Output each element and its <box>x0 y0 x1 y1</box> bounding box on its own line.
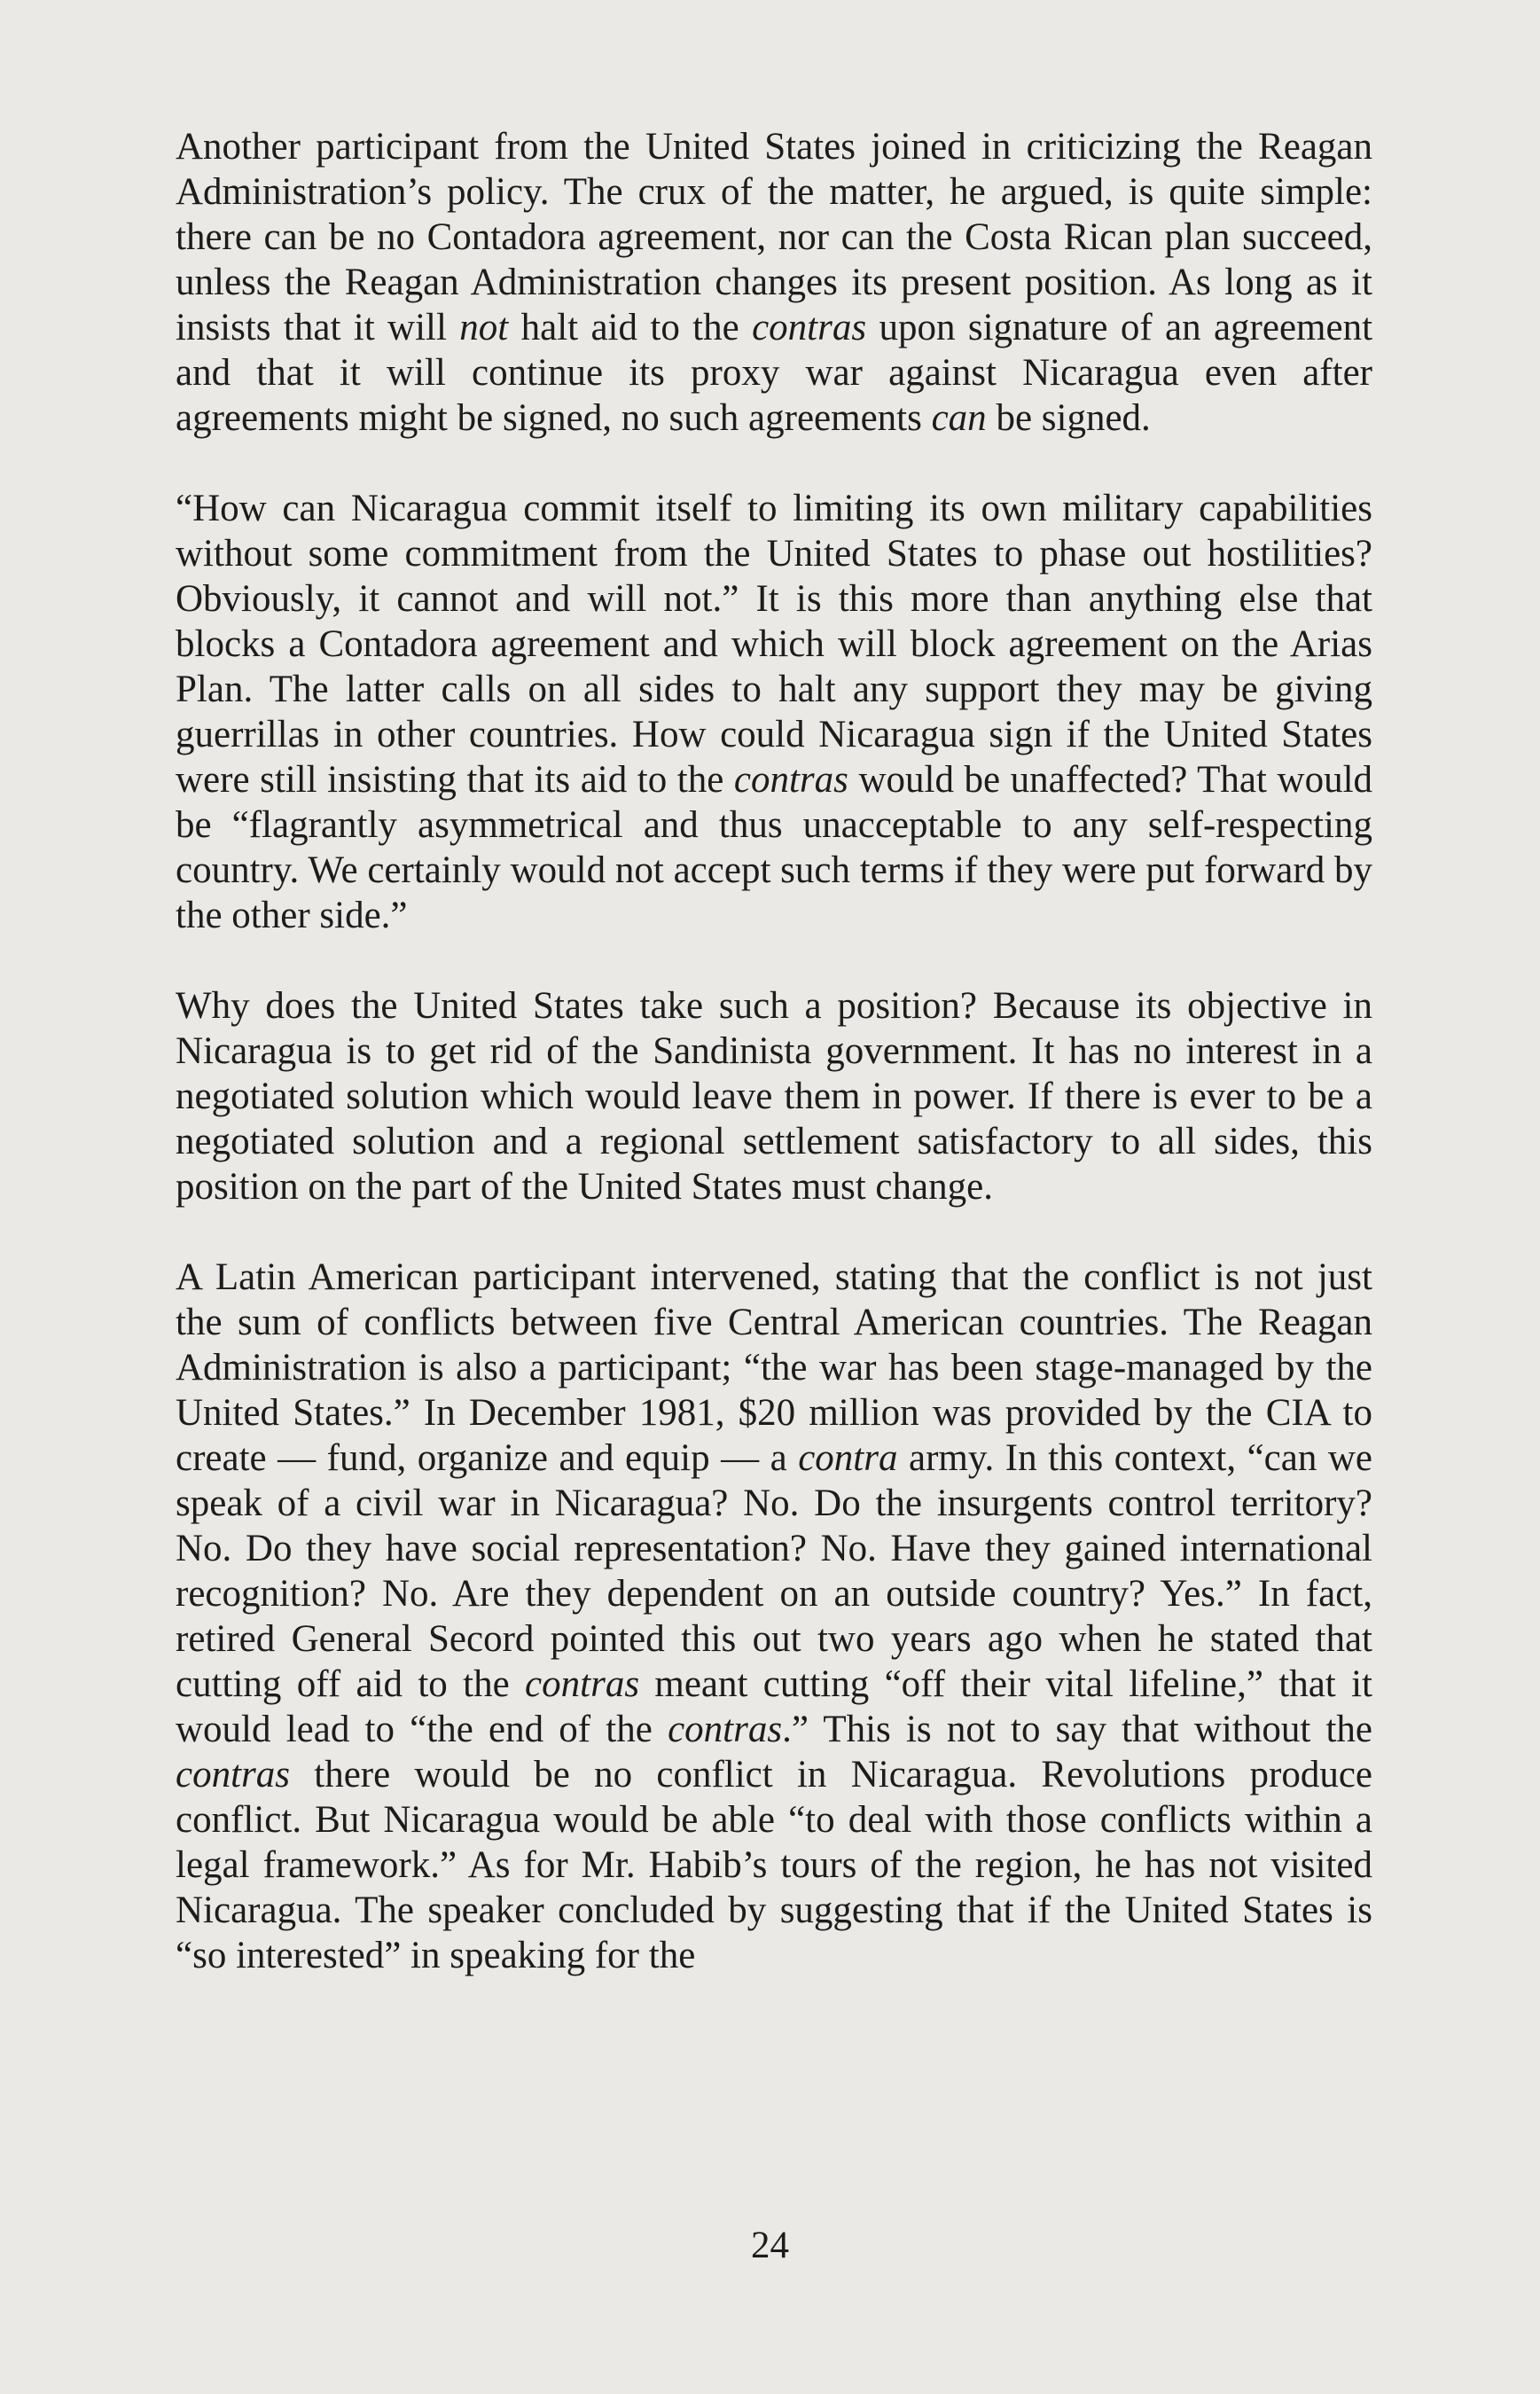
italic-text: contras <box>752 307 867 348</box>
paragraph <box>176 1255 1372 1978</box>
body-text <box>176 124 1372 1978</box>
italic-text: contras <box>176 1754 290 1796</box>
italic-text: contra <box>798 1437 898 1479</box>
page-number: 24 <box>751 2225 789 2266</box>
italic-text: not <box>459 307 509 348</box>
paragraph-text: Another participant from the United States joined in criticizing the Reagan Administration’s policy. The crux of the matter, he argued, is quite simple: there can be no Contadora agreement, nor can the Costa Rican plan succeed, unless the Reagan Administration changes its present position. As long as it insists that it will <box>176 126 1372 348</box>
paragraph-text: army. In this context, “can we speak of a civil war in Nicaragua? No. Do the insurgents control territory? No. Do they have social representation? No. Have they gained international recognition? No. Are they dependent on an outside country? Yes.” In fact, retired General Secord pointed this out two years ago when he stated that cutting off aid to the <box>176 1437 1372 1705</box>
paragraph-text: be signed. <box>986 397 1151 439</box>
paragraph-text: A Latin American participant intervened, stating that the conflict is not just the sum of conflicts between five Central American countries. The Reagan Administration is also a participant; “the war has been stage-managed by the United States.” In December 1981, $20 million was provided by the CIA to create — fund, organize and equip — a <box>176 1256 1372 1479</box>
paragraph-text: would be unaffected? That would be “flagrantly asymmetrical and thus unacceptable to any self-respecting country. We certainly would not accept such terms if they were put forward by the other side.” <box>176 759 1373 936</box>
paragraph-text: meant cutting “off their vital lifeline,” that it would lead to “the end of the <box>176 1663 1372 1750</box>
paragraph-text: Why does the United States take such a position? Because its objective in Nicaragua is to get rid of the Sandinista government. It has no interest in a negotiated solution which would leave them in power. If there is ever to be a negotiated solution and a regional settlement satisfactory to all sides, this position on the part of the United States must change. <box>176 985 1372 1208</box>
paragraph-text: .” This is not to say that without the <box>782 1709 1372 1750</box>
paragraph <box>176 124 1372 441</box>
paragraph-text: there would be no conflict in Nicaragua. Revolutions produce conflict. But Nicaragua would be able “to deal with those conflicts within a legal framework.” As for Mr. Habib’s tours of the region, he has not visited Nicaragua. The speaker concluded by suggesting that if the United States is “so interested” in speaking for the <box>176 1754 1372 1976</box>
italic-text: contras <box>733 759 848 801</box>
paragraph-text: upon signature of an agreement and that it will continue its proxy war against Nicaragua even after agreements might be signed, no such agreements <box>176 307 1373 439</box>
paragraph <box>176 983 1372 1209</box>
paragraph <box>176 486 1372 938</box>
paragraph-text: halt aid to the <box>508 307 753 348</box>
italic-text: contras <box>525 1663 640 1705</box>
italic-text: can <box>931 397 987 439</box>
paragraph-text: “How can Nicaragua commit itself to limiting its own military capabilities without some commitment from the United States to phase out hostilities? Obviously, it cannot and will not.” It is this more than anything else that blocks a Contadora agreement and which will block agreement on the Arias Plan. The latter calls on all sides to halt any support they may be giving guerrillas in other countries. How could Nicaragua sign if the United States were still insisting that its aid to the <box>176 488 1372 801</box>
italic-text: contras <box>668 1709 783 1750</box>
